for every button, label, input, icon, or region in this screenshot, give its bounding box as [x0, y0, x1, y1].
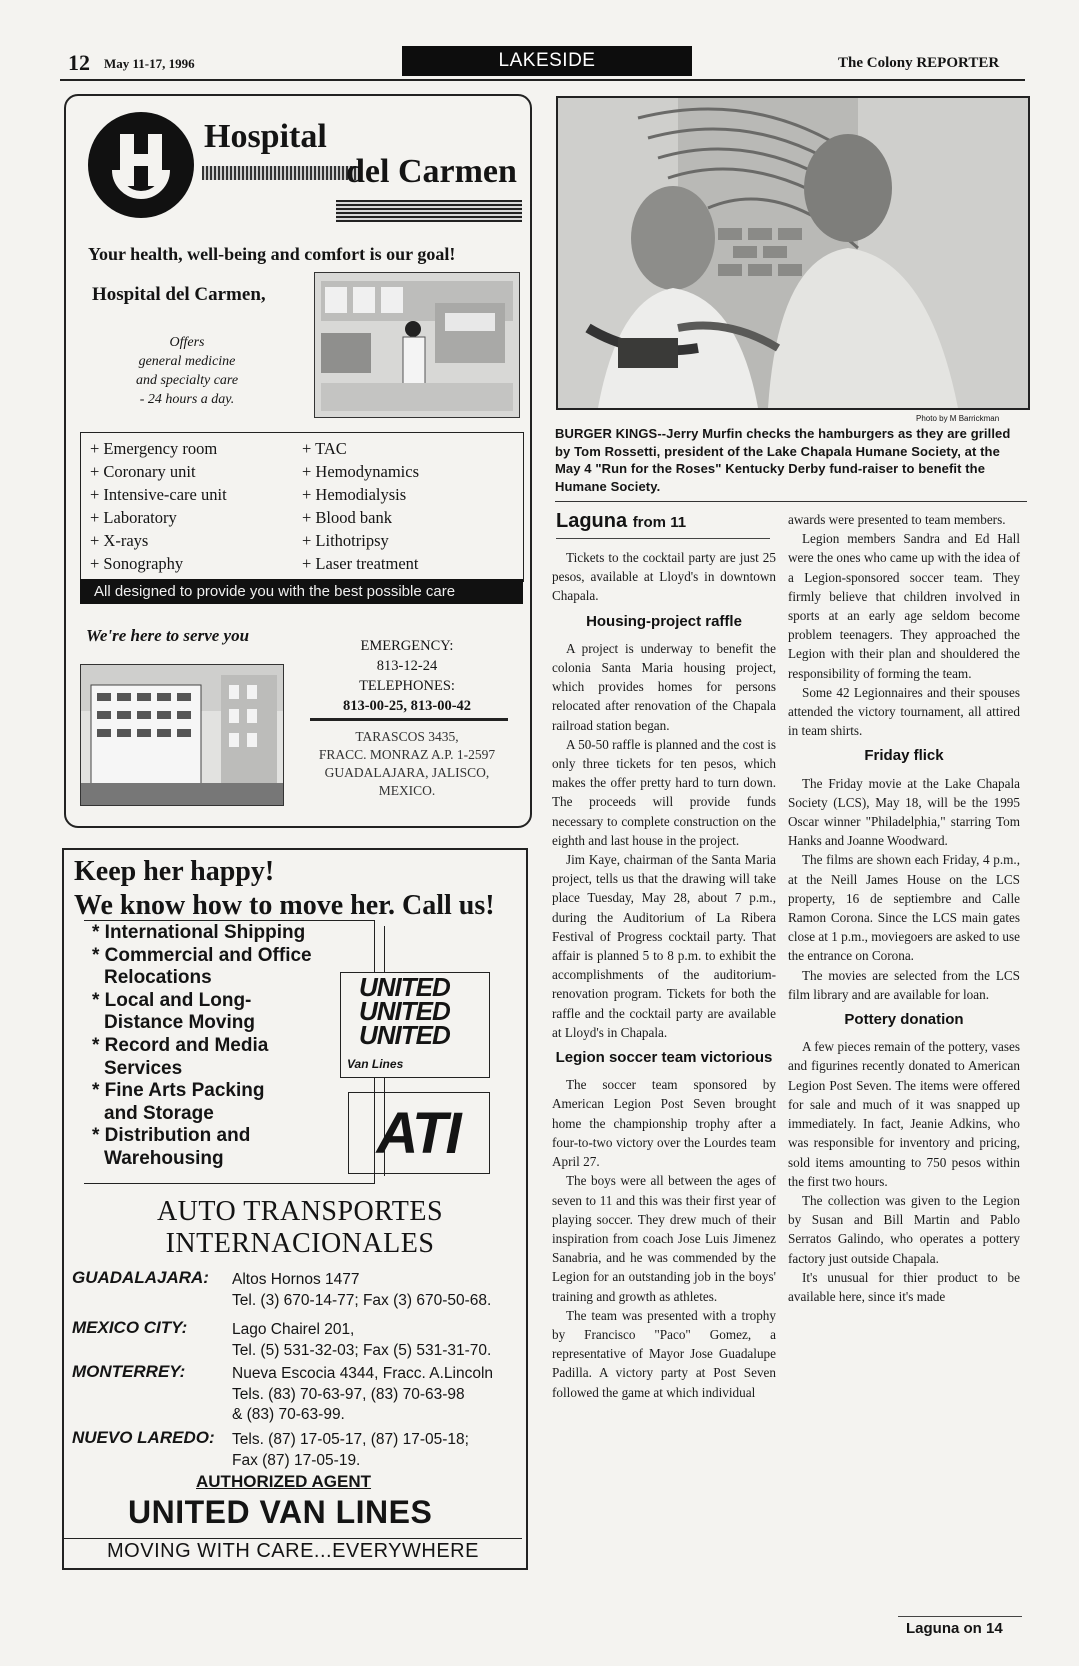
- operating-room-photo: [314, 272, 520, 418]
- contact-rule: [310, 718, 508, 721]
- photo-caption: BURGER KINGS--Jerry Murfin checks the hamburgers as they are grilled by Tom Rossetti, president of the Lake Chapala Humane Society, at the May 4 "Run for the Roses" Kentucky Derby fund-raiser to benefit the Humane Society.: [555, 426, 1011, 494]
- section-banner: LAKESIDE: [402, 46, 692, 76]
- serve-script: We're here to serve you: [86, 626, 250, 645]
- article-paragraph: A 50-50 raffle is planned and the cost is only three tickets for ten pesos, which makes the offer pretty hard to turn down. The proceeds will provide funds necessary to complete construction on the eighth and last house in the project.: [552, 736, 776, 848]
- office-city: MEXICO CITY:: [72, 1318, 188, 1337]
- services-banner: All designed to provide you with the best possible care: [80, 579, 523, 604]
- united-logo: [340, 972, 490, 1078]
- office-city: MONTERREY:: [72, 1362, 186, 1381]
- article-paragraph: Legion members Sandra and Ed Hall were the ones who came up with the idea of a Legion-sponsored soccer team. They firmly believe that children involved in sports at an early age seldom become problem teenagers. They approached the Legion with their plan and shouldered the responsibility of forming the team.: [788, 531, 1020, 681]
- jump-rule: [898, 1616, 1022, 1617]
- moving-with-care: MOVING WITH CARE...EVERYWHERE: [64, 1538, 522, 1563]
- hospital-decor-stripe: [202, 166, 362, 180]
- article-subhead: Pottery donation: [844, 1011, 964, 1029]
- burger-kings-photo: [556, 96, 1030, 410]
- article-jump-head: Laguna from 11: [556, 510, 687, 532]
- article-paragraph: The movies are selected from the LCS film library and are available for loan.: [788, 967, 1020, 1002]
- authorized-agent: AUTHORIZED AGENT: [196, 1472, 372, 1491]
- article-subhead: Housing-project raffle: [586, 612, 742, 630]
- jump-rule: [556, 538, 770, 539]
- hospital-title-word1: Hospital: [204, 118, 327, 155]
- office-city: GUADALAJARA:: [72, 1268, 209, 1287]
- article-paragraph: It's unusual for thier product to be available here, since it's made: [788, 1269, 1020, 1304]
- office-info: Tels. (87) 17-05-17, (87) 17-05-18; Fax (87) 17-05-19.: [232, 1431, 469, 1469]
- united-van-lines-title: UNITED VAN LINES: [128, 1494, 433, 1530]
- issue-date: May 11-17, 1996: [104, 56, 195, 71]
- article-paragraph: The Friday movie at the Lake Chapala Society (LCS), May 18, will be the 1995 Oscar winner "Philadelphia," starring Tom Hanks and Joanne Woodward.: [788, 775, 1020, 849]
- moving-services-list: * International Shipping * Commercial and Office Relocations * Local and Long- Distance Moving * Record and Media Services * Fine Arts Packing and Storage * Distribution and Warehousing: [92, 922, 312, 1169]
- services-list-left: + Emergency room + Coronary unit + Intensive-care unit + Laboratory + X-rays + Sonography: [90, 439, 227, 573]
- article-paragraph: Tickets to the cocktail party are just 25 pesos, available at Lloyd's in downtown Chapala.: [552, 550, 776, 604]
- office-info: Altos Hornos 1477 Tel. (3) 670-14-77; Fax (3) 670-50-68.: [232, 1271, 492, 1309]
- article-paragraph: The films are shown each Friday, 4 p.m., at the Neill James House on the LCS property, 16 de septiembre and Calle Ramon Corona. Since the LCS main gates close at 1 p.m., moviegoers are asked to use the entrance on Corona.: [788, 852, 1020, 964]
- newspaper-name: The Colony REPORTER: [838, 55, 1000, 71]
- hospital-decor-stripe: [336, 200, 522, 222]
- hospital-address: TARASCOS 3435, FRACC. MONRAZ A.P. 1-2597 GUADALAJARA, JALISCO, MEXICO.: [318, 729, 496, 798]
- article-paragraph: The collection was given to the Legion by Susan and Bill Martin and Pablo Serratos Galindo, who operates a pottery factory just outside Chapala.: [788, 1192, 1020, 1266]
- hospital-name: Hospital del Carmen,: [92, 284, 266, 305]
- page-number: 12: [68, 50, 90, 75]
- article-subhead: Legion soccer team victorious: [555, 1049, 773, 1067]
- article-column-a: [552, 548, 776, 1402]
- article-paragraph: A project is underway to benefit the colonia Santa Maria housing project, which provides homes for persons relocated after renovation of the Chapala railroad station began.: [552, 640, 776, 733]
- services-list-right: + TAC + Hemodynamics + Hemodialysis + Blood bank + Lithotripsy + Laser treatment: [302, 439, 419, 573]
- ad-headline-1: Keep her happy!: [74, 856, 275, 887]
- hospital-building-photo: [80, 664, 284, 806]
- header-rule: [60, 79, 1025, 81]
- company-title: AUTO TRANSPORTES INTERNACIONALES: [156, 1196, 444, 1259]
- article-paragraph: Some 42 Legionnaires and their spouses attended the victory tournament, all attired in team shirts.: [788, 684, 1020, 739]
- hospital-slogan: Your health, well-being and comfort is our goal!: [88, 244, 456, 264]
- hospital-offers: Offers general medicine and specialty care - 24 hours a day.: [135, 335, 239, 407]
- article-paragraph: awards were presented to team members.: [788, 512, 1006, 527]
- office-info: Lago Chairel 201, Tel. (5) 531-32-03; Fax (5) 531-31-70.: [232, 1321, 492, 1359]
- van-lines-label: Van Lines: [347, 1057, 404, 1071]
- article-column-b: [788, 510, 1020, 1306]
- article-paragraph: The team was presented with a trophy by Francisco "Paco" Gomez, a representative of Mayor Jose Guadalupe Padilla. A victory party at Post Seven followed the game at which individual: [552, 1307, 776, 1400]
- office-city: NUEVO LAREDO:: [72, 1428, 215, 1447]
- ati-logo-text: ATI: [376, 1101, 460, 1166]
- article-paragraph: A few pieces remain of the pottery, vases and figurines recently donated to American Legion Post Seven. The items were offered for sale and much of it was snapped up immediately. In fact, Jeanie Adkins, who was responsible for inventory and pricing, sold items amounting to 750 pesos within the first two hours.: [788, 1039, 1020, 1189]
- photo-credit: Photo by M Barrickman: [916, 414, 1000, 423]
- hospital-title-word2: del Carmen: [346, 153, 517, 190]
- article-paragraph: Jim Kaye, chairman of the Santa Maria project, tells us that the drawing will take place Tuesday, May 28, about 7 p.m., during the Auditorium of La Ribera Festival of Progress cocktail party. That affair is planned 5 to 8 p.m. to exhibit the accomplishments of the auditorium-renovation program. Tickets for both the raffle and the cocktail party are available at Lloyd's in Chapala.: [552, 852, 776, 1040]
- article-paragraph: The boys were all between the ages of seven to 11 and this was their first year of playing soccer. They drew much of their inspiration from coach Jose Luis Jimenez Sanabria, and he was commended by the Legion for an outstanding job in the boys' training and growth as athletes.: [552, 1173, 776, 1304]
- article-continued: Laguna on 14: [906, 1620, 1003, 1637]
- article-paragraph: The soccer team sponsored by American Legion Post Seven brought home the championship trophy after a four-to-two victory over the Lourdes team April 27.: [552, 1077, 776, 1170]
- hospital-contact: EMERGENCY: 813-12-24 TELEPHONES: 813-00-25, 813-00-42: [342, 638, 472, 714]
- ad-headline-2: We know how to move her. Call us!: [74, 890, 495, 921]
- united-logo-text: UNITED UNITED UNITED: [359, 972, 450, 1050]
- hospital-logo-icon: [86, 110, 196, 220]
- article-subhead: Friday flick: [864, 747, 944, 765]
- caption-rule: [555, 501, 1027, 502]
- office-info: Nueva Escocia 4344, Fracc. A.Lincoln Tels. (83) 70-63-97, (83) 70-63-98 & (83) 70-63-99.: [232, 1365, 494, 1423]
